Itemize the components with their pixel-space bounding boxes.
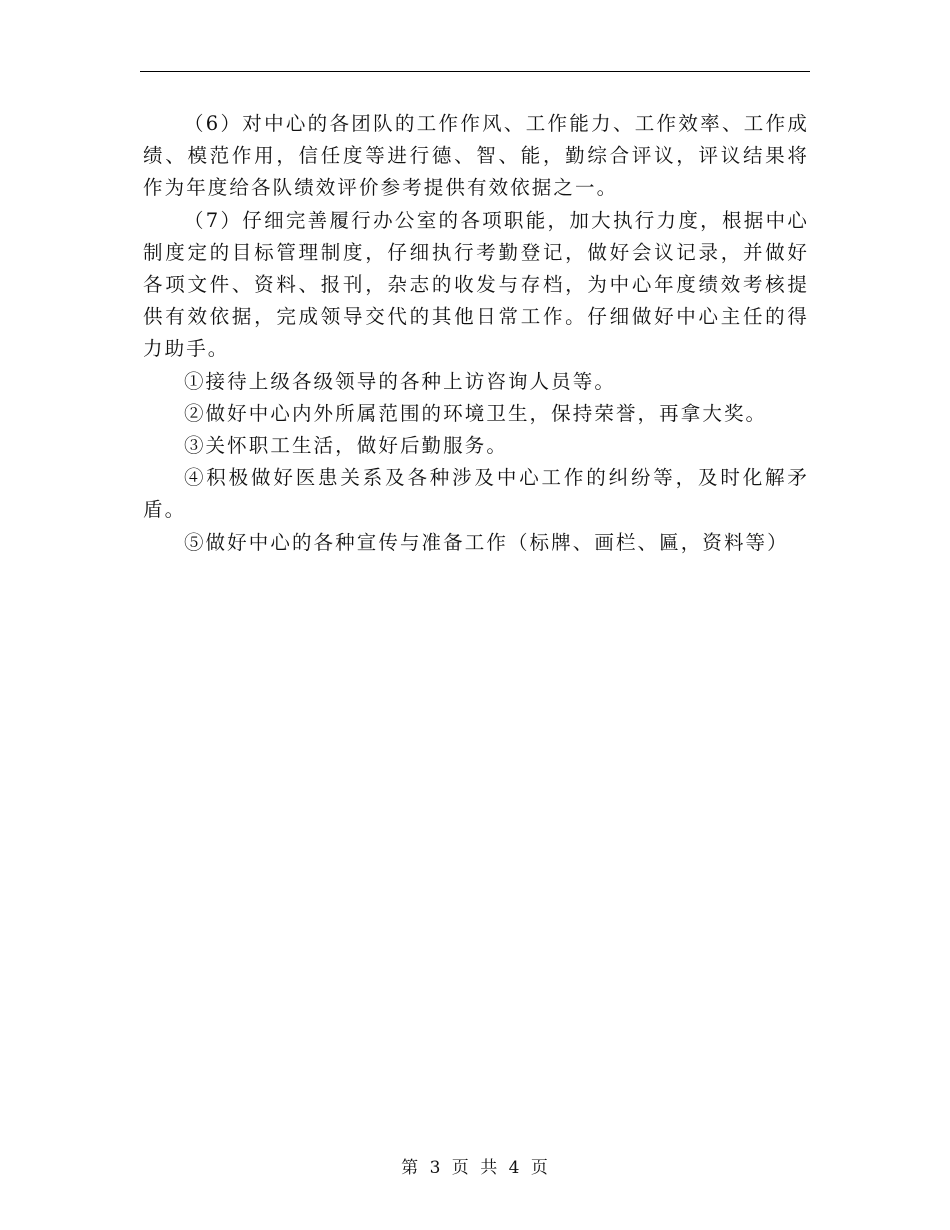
list-item-5: ⑤做好中心的各种宣传与准备工作（标牌、画栏、匾，资料等） xyxy=(183,530,789,554)
document-body xyxy=(143,108,809,559)
paragraph-item-7: （7）仔细完善履行办公室的各项职能，加大执行力度，根据中心制度定的目标管理制度，仔细执行考勤登记，做好会议记录，并做好各项文件、资料、报刊，杂志的收发与存档，为中心年度绩效考核提供有效依据，完成领导交代的其他日常工作。仔细做好中心主任的得力助手。 xyxy=(143,208,809,361)
header-rule xyxy=(140,71,810,72)
list-item-4: ④积极做好医患关系及各种涉及中心工作的纠纷等，及时化解矛盾。 xyxy=(143,466,809,522)
page-number: 第 3 页 共 4 页 xyxy=(401,1158,549,1178)
list-item-1: ①接待上级各级领导的各种上访咨询人员等。 xyxy=(183,369,616,393)
list-item-2: ②做好中心内外所属范围的环境卫生，保持荣誉，再拿大奖。 xyxy=(183,401,768,425)
list-item-3: ③关怀职工生活，做好后勤服务。 xyxy=(183,434,508,458)
paragraph-item-6: （6）对中心的各团队的工作作风、工作能力、工作效率、工作成绩、模范作用，信任度等进行德、智、能，勤综合评议，评议结果将作为年度给各队绩效评价参考提供有效依据之一。 xyxy=(143,112,809,200)
